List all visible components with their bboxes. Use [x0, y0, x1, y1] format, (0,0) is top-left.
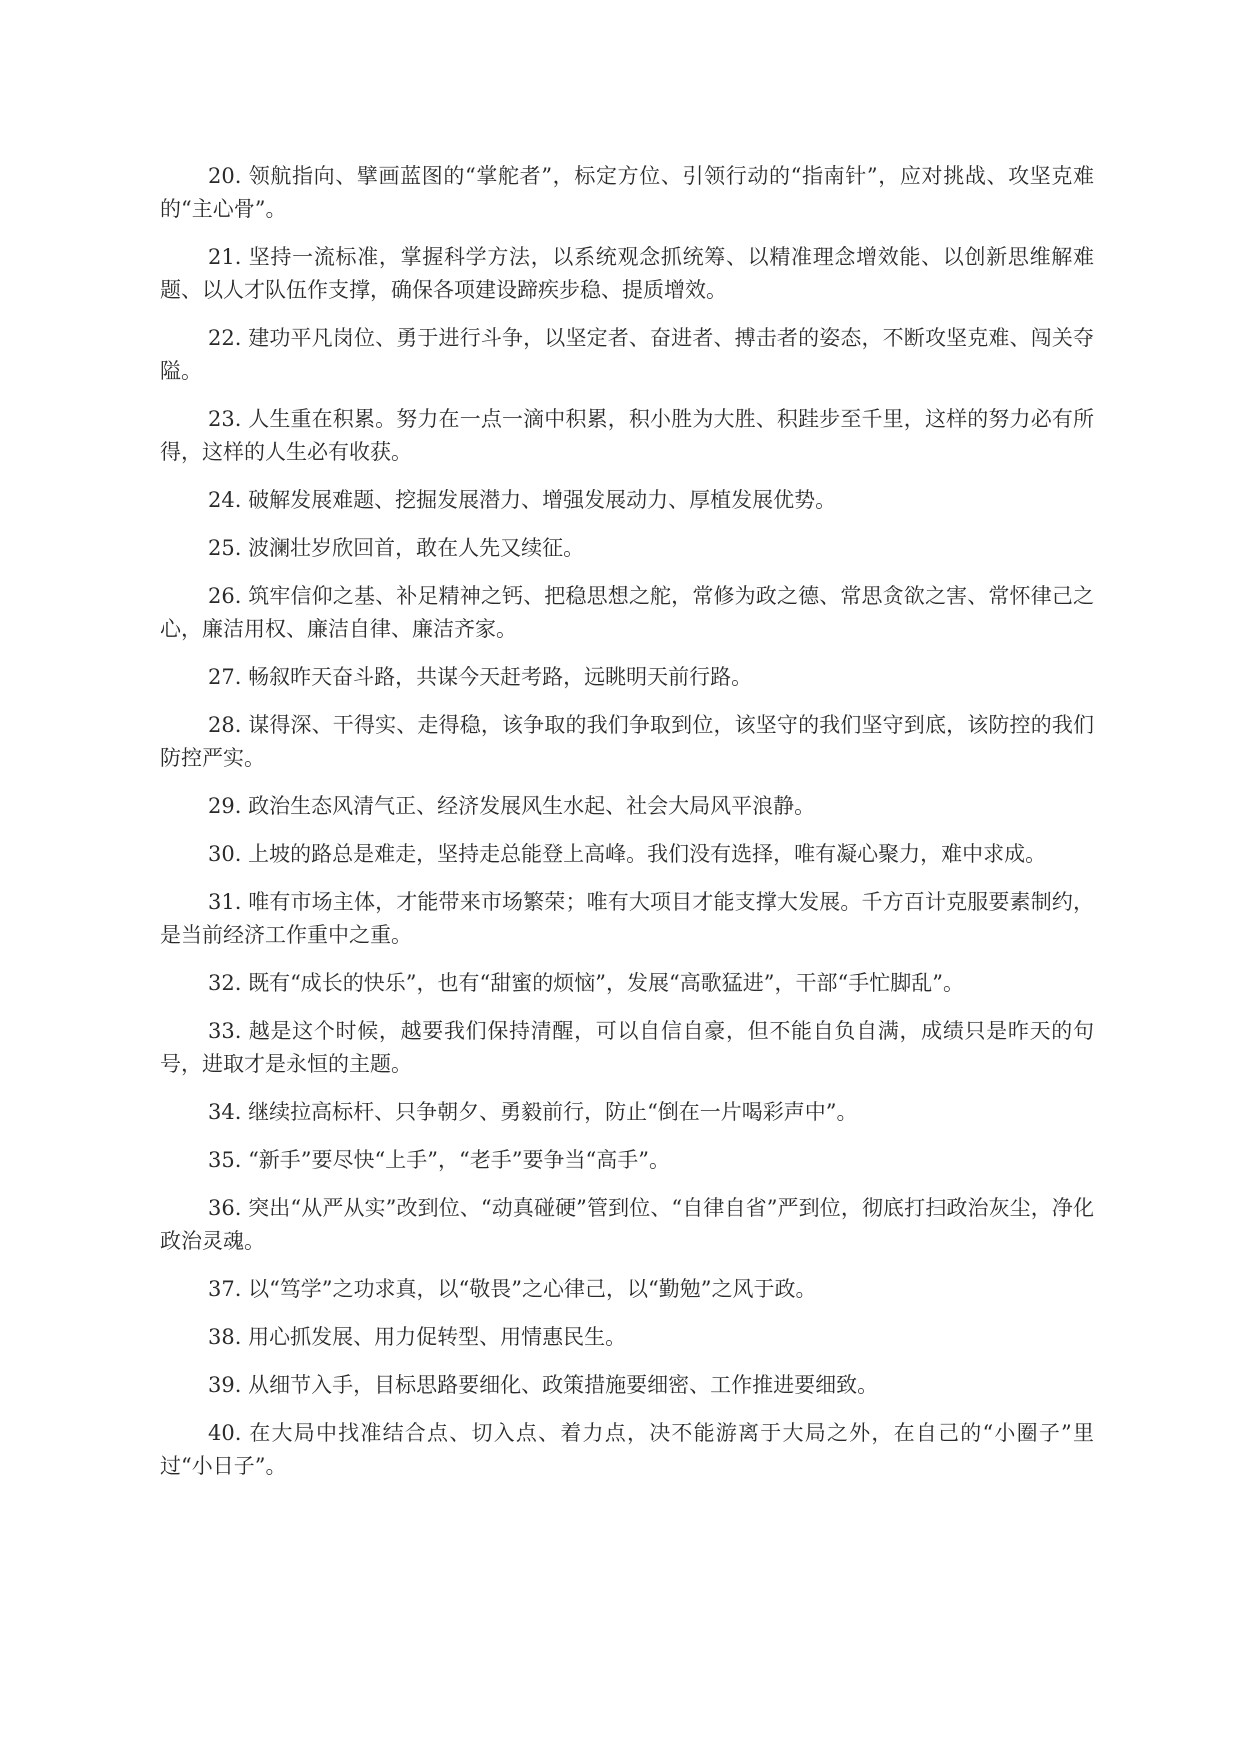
paragraph-31: 31. 唯有市场主体，才能带来市场繁荣；唯有大项目才能支撑大发展。千方百计克服要素制约，是当前经济工作重中之重。 [160, 890, 1094, 947]
paragraph-24: 24. 破解发展难题、挖掘发展潜力、增强发展动力、厚植发展优势。 [208, 488, 837, 512]
paragraph-40: 40. 在大局中找准结合点、切入点、着力点，决不能游离于大局之外，在自己的“小圈子”里过“小日子”。 [160, 1421, 1094, 1478]
paragraph-30: 30. 上坡的路总是难走，坚持走总能登上高峰。我们没有选择，唯有凝心聚力，难中求成。 [208, 842, 1047, 866]
paragraph-34: 34. 继续拉高标杆、只争朝夕、勇毅前行，防止“倒在一片喝彩声中”。 [208, 1100, 858, 1124]
paragraph-25: 25. 波澜壮岁欣回首，敢在人先又续征。 [208, 536, 585, 560]
paragraph-23: 23. 人生重在积累。努力在一点一滴中积累，积小胜为大胜、积跬步至千里，这样的努力必有所得，这样的人生必有收获。 [160, 407, 1094, 464]
paragraph-36: 36. 突出“从严从实”改到位、“动真碰硬”管到位、“自律自省”严到位，彻底打扫政治灰尘，净化政治灵魂。 [160, 1196, 1094, 1253]
paragraph-38: 38. 用心抓发展、用力促转型、用情惠民生。 [208, 1325, 627, 1349]
document-body [160, 160, 1094, 1498]
paragraph-27: 27. 畅叙昨天奋斗路，共谋今天赶考路，远眺明天前行路。 [208, 665, 753, 689]
paragraph-33: 33. 越是这个时候，越要我们保持清醒，可以自信自豪，但不能自负自满，成绩只是昨天的句号，进取才是永恒的主题。 [160, 1019, 1094, 1076]
paragraph-22: 22. 建功平凡岗位、勇于进行斗争，以坚定者、奋进者、搏击者的姿态，不断攻坚克难、闯关夺隘。 [160, 326, 1094, 383]
paragraph-21: 21. 坚持一流标准，掌握科学方法，以系统观念抓统筹、以精准理念增效能、以创新思维解难题、以人才队伍作支撑，确保各项建设蹄疾步稳、提质增效。 [160, 245, 1094, 302]
paragraph-39: 39. 从细节入手，目标思路要细化、政策措施要细密、工作推进要细致。 [208, 1373, 879, 1397]
paragraph-35: 35. “新手”要尽快“上手”，“老手”要争当“高手”。 [208, 1148, 670, 1172]
paragraph-26: 26. 筑牢信仰之基、补足精神之钙、把稳思想之舵，常修为政之德、常思贪欲之害、常怀律己之心，廉洁用权、廉洁自律、廉洁齐家。 [160, 584, 1094, 641]
paragraph-28: 28. 谋得深、干得实、走得稳，该争取的我们争取到位，该坚守的我们坚守到底，该防控的我们防控严实。 [160, 713, 1094, 770]
paragraph-37: 37. 以“笃学”之功求真，以“敬畏”之心律己，以“勤勉”之风于政。 [208, 1277, 817, 1301]
paragraph-29: 29. 政治生态风清气正、经济发展风生水起、社会大局风平浪静。 [208, 794, 816, 818]
paragraph-20: 20. 领航指向、擘画蓝图的“掌舵者”，标定方位、引领行动的“指南针”，应对挑战、攻坚克难的“主心骨”。 [160, 164, 1094, 221]
paragraph-32: 32. 既有“成长的快乐”，也有“甜蜜的烦恼”，发展“高歌猛进”，干部“手忙脚乱”。 [208, 971, 964, 995]
